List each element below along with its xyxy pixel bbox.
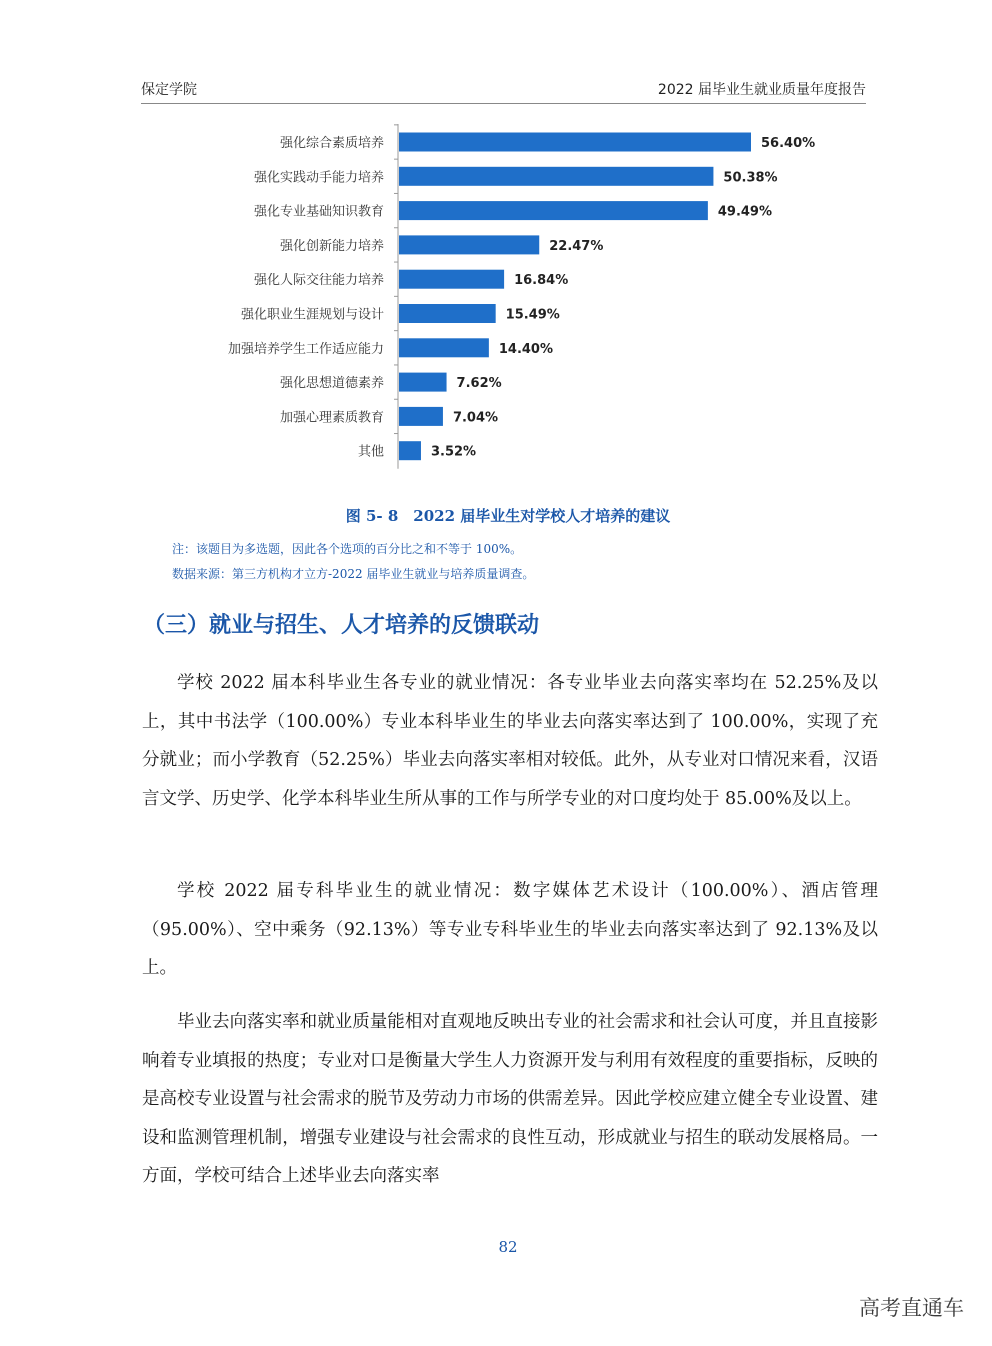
- paragraph-undergraduate: 学校 2022 届本科毕业生各专业的就业情况：各专业毕业去向落实率均在 52.25%及以上，其中书法学（100.00%）专业本科毕业生的毕业去向落实率达到了 100.00%，实现了充分就业；而小学教育（52.25%）毕业去向落实率相对较低。此外，从专业对口情况来看，汉语言文学、历史学、化学本科毕业生所从事的工作与所学专业的对口度均处于 85.00%及以上。: [142, 673, 878, 809]
- chart-value-label: 56.40%: [761, 136, 816, 151]
- chart-category-label: 加强心理素质教育: [279, 410, 384, 426]
- chart-value-label: 16.84%: [514, 273, 569, 289]
- chart-value-label: 3.52%: [430, 444, 477, 460]
- chart-value-label: 7.04%: [452, 410, 499, 426]
- chart-category-label: 强化综合素质培养: [279, 136, 384, 151]
- chart-value-label: 15.49%: [505, 307, 560, 323]
- chart-value-label: 22.47%: [549, 238, 604, 254]
- chart-bar: [399, 167, 713, 186]
- header-report-title: 2022 届毕业生就业质量年度报告: [657, 82, 866, 98]
- chart-category-label: 其他: [357, 444, 384, 460]
- chart-bar: [399, 201, 708, 220]
- header-institution: 保定学院: [141, 82, 197, 98]
- chart-category-label: 强化人际交往能力培养: [253, 273, 384, 289]
- chart-category-label: 强化专业基础知识教育: [253, 204, 384, 220]
- chart-bar: [399, 304, 496, 323]
- chart-category-label: 强化职业生涯规划与设计: [240, 307, 384, 323]
- paragraph-junior-college: 学校 2022 届专科毕业生的就业情况：数字媒体艺术设计（100.00%）、酒店管理（95.00%）、空中乘务（92.13%）等专业专科毕业生的毕业去向落实率达到了 92.13%及以上。: [142, 881, 878, 979]
- chart-value-label: 7.62%: [456, 376, 502, 392]
- chart-category-label: 强化创新能力培养: [279, 238, 384, 254]
- figure-caption: 图 5- 8 2022 届毕业生对学校人才培养的建议: [345, 507, 671, 525]
- chart-bar: [399, 270, 504, 289]
- chart-category-label: 强化思想道德素养: [279, 376, 384, 392]
- chart-category-label: 强化实践动手能力培养: [253, 170, 384, 186]
- chart-value-label: 14.40%: [498, 341, 554, 357]
- chart-value-label: 49.49%: [717, 204, 773, 220]
- watermark: 高考直通车: [859, 1296, 964, 1320]
- header-divider: [141, 103, 866, 104]
- bar-chart: [0, 112, 992, 472]
- chart-bar: [399, 338, 489, 357]
- section-title: （三）就业与招生、人才培养的反馈联动: [143, 613, 540, 638]
- chart-bar: [399, 235, 539, 254]
- figure-note: 注：该题目为多选题，因此各个选项的百分比之和不等于 100%。: [172, 542, 523, 556]
- figure-source: 数据来源：第三方机构才立方-2022 届毕业生就业与培养质量调查。: [172, 567, 535, 581]
- chart-bar: [399, 441, 421, 460]
- page-number: 82: [498, 1238, 518, 1256]
- chart-value-label: 50.38%: [723, 170, 778, 186]
- chart-bar: [399, 133, 751, 152]
- chart-bar: [399, 373, 447, 392]
- chart-category-label: 加强培养学生工作适应能力: [227, 341, 384, 357]
- chart-bar: [399, 407, 443, 426]
- paragraph-feedback: 毕业去向落实率和就业质量能相对直观地反映出专业的社会需求和社会认可度，并且直接影响着专业填报的热度；专业对口是衡量大学生人力资源开发与利用有效程度的重要指标，反映的是高校专业设置与社会需求的脱节及劳动力市场的供需差异。因此学校应建立健全专业设置、建设和监测管理机制，增强专业建设与社会需求的良性互动，形成就业与招生的联动发展格局。一方面，学校可结合上述毕业去向落实率: [142, 1012, 878, 1187]
